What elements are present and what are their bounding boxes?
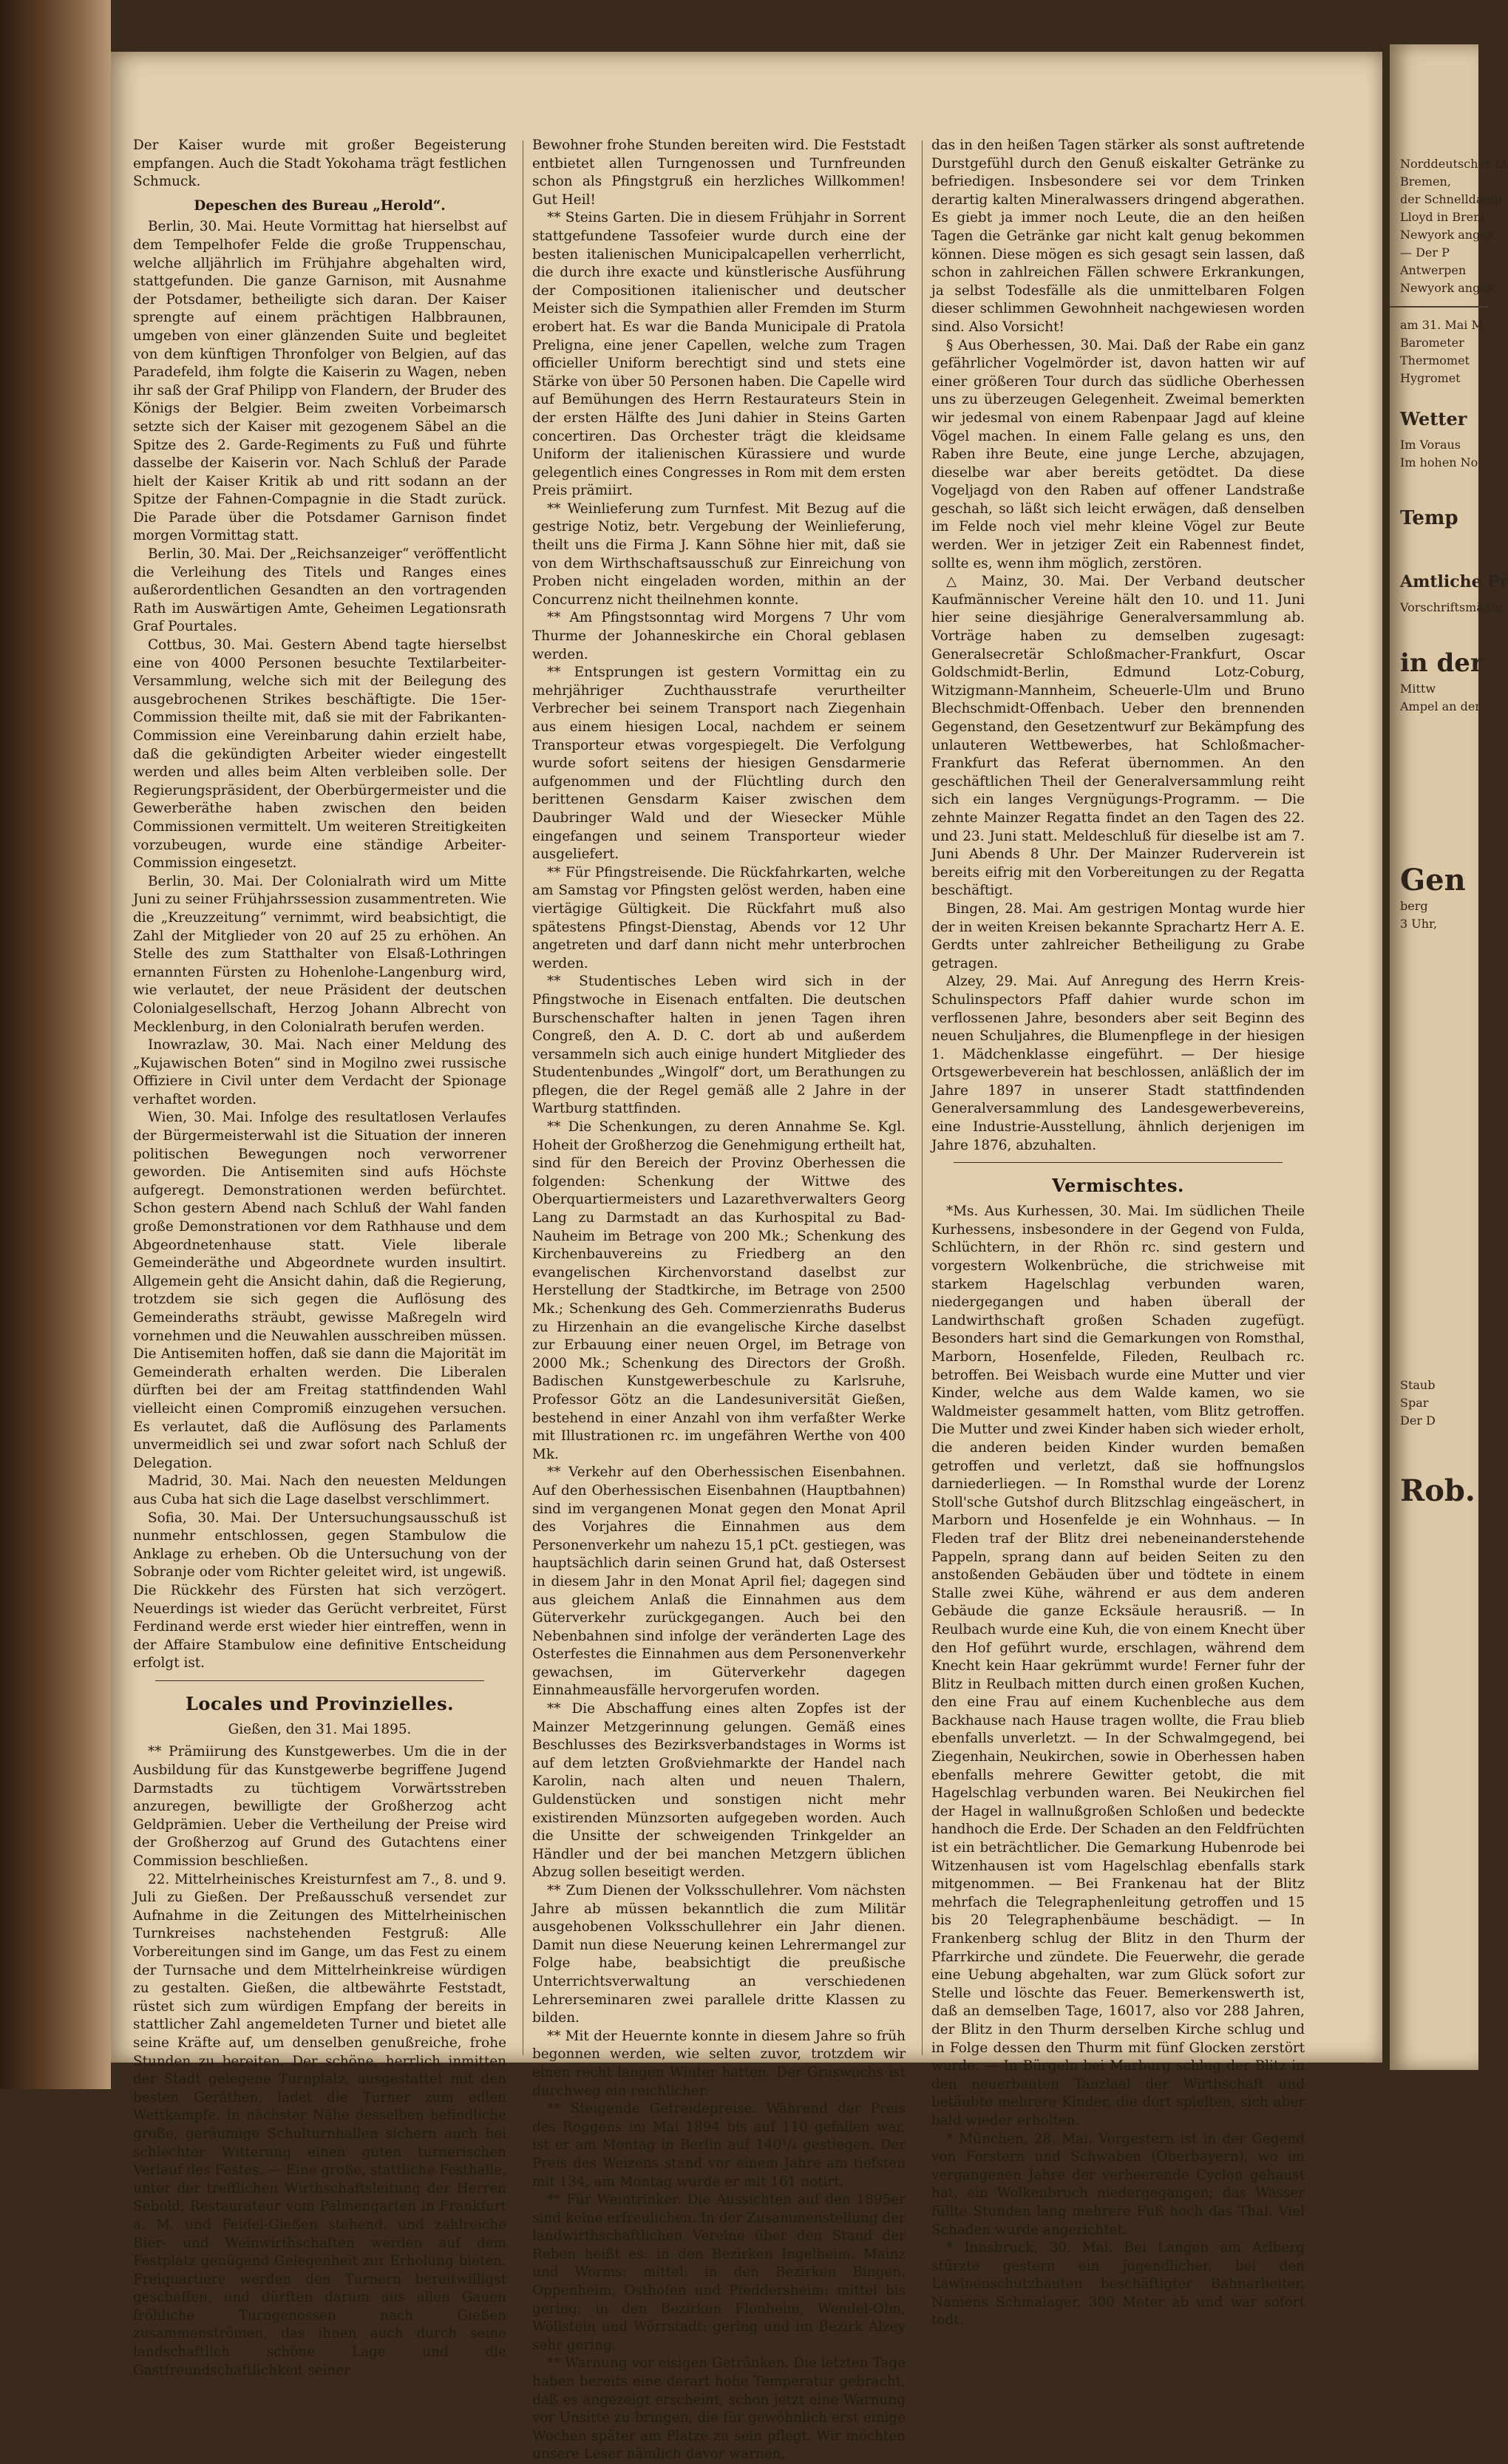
edge-text: berg — [1400, 899, 1428, 913]
edge-text: der Schnelldamp — [1400, 192, 1502, 206]
article-text: ** Steins Garten. Die in diesem Frühjahr in Sorrent stattgefundene Tassofeier wurde durch eine der besten italienischen Municipalcapellen verherrlicht, die durch ihre exacte und künstlerische Ausführung der Compositionen italienischer und deutscher Meister sich die Sympathien aller Fremden im Sturm erobert hat. Es war die Banda Municipale di Pratola Preligna, eine jener Capellen, welche zum Tragen officieller Uniform berechtigt sind und stets eine Stärke von über 50 Personen haben. Die Capelle wird auf Bemühungen des Herrn Restaurateurs Stein in der ersten Hälfte des Juni dahier in Steins Garten concertiren. Das Orchester trägt die kleidsame Uniform der italienischen Kürassiere und wurde gelegentlich eines Congresses in Rom mit dem ersten Preis prämiirt. — [532, 210, 906, 499]
article-text: ** Entsprungen ist gestern Vormittag ein zu mehrjähriger Zuchthausstrafe verurtheilter Verbrecher bei seinem Transport nach Ziegenhain aus einem hiesigen Local, nachdem er seinem Transporteur etwas vorgespiegelt. Die Verfolgung wurde sofort seitens der hiesigen Gensdarmerie aufgenommen und der Flüchtling durch den berittenen Gensdarm Kaiser zwischen dem Daubringer Wald und der Wiesecker Mühle eingefangen und seinem Transporteur wieder ausgeliefert. — [532, 665, 906, 863]
dateline: Gießen, den 31. Mai 1895. — [228, 1721, 412, 1737]
newspaper-page — [111, 52, 1382, 2463]
article-text: Wien, 30. Mai. Infolge des resultatlosen Verlaufes der Bürgermeisterwahl ist die Situation der inneren politischen Bewegungen noch verworrener geworden. Die Antisemiten sind aufs Höchste aufgeregt. Demonstrationen werden befürchtet. Schon gestern Abend nach Schluß der Wahl fanden große Demonstrationen vor dem Rathhause und dem Abgeordnetenhause statt. Viele liberale Gemeinderäthe und Abgeordnete wurden insultirt. Allgemein geht die Ansicht dahin, daß die Regierung, trotzdem sie sich gegen die Auflösung des Gemeinderaths sträubt, gewisse Maßregeln wird vornehmen und die Neuwahlen ausschreiben müssen. Die Antisemiten hoffen, daß sie dann die Majorität im Gemeinderath erhalten werden. Die Liberalen dürften bei der am Freitag stattfindenden Wahl vielleicht einen Compromiß einzugehen versuchen. Es verlautet, daß die Auflösung des Parlaments unvermeidlich sei und zwar sofort nach Schluß der Delegation. — [133, 1110, 506, 1471]
article-text: ** Weinlieferung zum Turnfest. Mit Bezug auf die gestrige Notiz, betr. Vergebung der Weinlieferung, theilt uns die Firma J. Kann Söhne hier mit, daß sie von dem Wirthschaftsausschuß zur Einreichung von Proben nicht eingeladen worden, mithin an der Concurrenz nicht theilnehmen konnte. — [532, 500, 906, 608]
article-text: Berlin, 30. Mai. Der Colonialrath wird um Mitte Juni zu seiner Frühjahrssession zusammentreten. Wie die „Kreuzzeitung“ vernimmt, wird beabsichtigt, die Zahl der Mitglieder von 20 auf 25 zu erhöhen. An Stelle des zum Statthalter von Elsaß-Lothringen ernannten Fürsten zu Hohenlohe-Langenburg wird, wie verlautet, der neue Präsident der deutschen Colonialgesellschaft, Herzog Johann Albrecht von Mecklenburg, in den Colonialrath berufen werden. — [133, 873, 506, 1035]
edge-heading: Temp — [1400, 507, 1458, 529]
dispatch-heading: Depeschen des Bureau „Herold“. — [194, 197, 446, 214]
article-text: Cottbus, 30. Mai. Gestern Abend tagte hierselbst eine von 4000 Personen besuchte Textilarbeiter-Versammlung, welche sich mit der Beilegung des ausgebrochenen Strikes beschäftigte. Die 15er-Commission theilte mit, daß sie mit der Fabrikanten-Commission eine Vereinbarung dahin erzielt habe, daß die gekündigten Arbeiter wieder eingestellt werden und alles beim Alten verbleiben solle. Der Regierungspräsident, der Oberbürgermeister und die Gewerberäthe haben zwischen den beiden Commissionen vermittelt. Um weiteren Streitigkeiten vorzubeugen, wurde eine ständige Arbeiter-Commission eingesetzt. — [133, 637, 506, 872]
edge-text: 3 Uhr, — [1400, 917, 1438, 931]
edge-text: Im hohen No — [1400, 455, 1478, 469]
article-text: 22. Mittelrheinisches Kreisturnfest am 7., 8. und 9. Juli zu Gießen. Der Preßausschuß versendet zur Aufnahme in die Zeitungen des Mittelrheinischen Turnkreises nachstehenden Festgruß: Alle Vorbereitungen sind im Gange, um das Fest zu einem der Turnsache und dem Mittelrheinkreise würdigen zu gestalten. Gießen, die altbewährte Feststadt, rüstet sich zum würdigen Empfang der bereits in stattlicher Zahl angemeldeten Turner und bietet alle seine Kräfte auf, um denselben genußreiche, frohe Stunden zu bereiten. Der schöne, herrlich inmitten der Stadt gelegene Turnplatz, ausgestattet mit den besten Geräthen, ladet die Turner zum edlen Wettkampfe. In nächster Nähe desselben befindliche große, geräumige Schulturnhallen sichern auch bei schlechter Witterung einen guten turnerischen Verlauf des Festes. — Eine große, stattliche Festhalle, unter der trefflichen Wirthschaftsleitung der Herren Sebold, Restaurateur vom Palmengarten in Frankfurt a. M. und Feidel-Gießen stehend, und zahlreiche Bier- und Weinwirthschaften werden auf dem Festplatz genügend Gelegenheit zur Erholung bieten. Freiquartiere werden den Turnern bereitwilligst geschaffen, und dürften darum aus allen Gauen fröhliche Turngenossen nach Gießen zusammenströmen, das ihnen auch durch seine landschaftlich schöne Lage und die Gastfreundschaftlichkeit seiner — [133, 1871, 506, 2378]
article-text: Berlin, 30. Mai. Heute Vormittag hat hierselbst auf dem Tempelhofer Felde die große Truppenschau, welche alljährlich im Frühjahre abgehalten wird, stattgefunden. Die ganze Garnison, mit Ausnahme der Potsdamer, betheiligte sich daran. Der Kaiser sprengte auf einem prächtigen Halbbraunen, umgeben von einer glänzenden Suite und begleitet von dem künftigen Thronfolger von Belgien, auf das Paradefeld, ihm folgte die Kaiserin zu Wagen, neben ihr saß der Graf Philipp von Flandern, der Bruder des Königs der Belgier. Beim zweiten Vorbeimarsch setzte sich der Kaiser mit gezogenem Säbel an die Spitze des 2. Garde-Regiments zu Fuß und führte dasselbe der Kaiserin vor. Nach Schluß der Parade hielt der Kaiser Kritik ab und ritt sodann an der Spitze der Fahnen-Compagnie in die Stadt zurück. Die Parade über die Potsdamer Garnison findet morgen Vormittag statt. — [133, 219, 506, 544]
edge-text: Newyork angek — [1400, 228, 1495, 242]
article-text: *Ms. Aus Kurhessen, 30. Mai. Im südlichen Theile Kurhessens, insbesondere in der Gegend von Fulda, Schlüchtern, in der Rhön rc. sind gestern und vorgestern Wolkenbrüche, die strichweise mit starkem Hagelschlag verbunden waren, niedergegangen und haben überall der Landwirthschaft großen Schaden zugefügt. Besonders hart sind die Gemarkungen von Romsthal, Marborn, Hosenfelde, Fileden, Reulbach rc. betroffen. Bei Weisbach wurde eine Mutter und vier Kinder, welche aus dem Walde kamen, wo sie Waldmeister gesammelt hatten, vom Blitz getroffen. Die Mutter und zwei Kinder haben sich wieder erholt, die anderen beiden Kinder wurden bemaßen getroffen und verletzt, daß sie hoffnungslos darniederliegen. — In Romsthal wurde der Lorenz Stoll'sche Gutshof durch Blitzschlag eingeäschert, in Marborn und Hosenfelde je ein Wohnhaus. — In Fleden traf der Blitz drei nebeneinanderstehende Pappeln, sprang dann auf beiden Seiten zu den anstoßenden Gebäuden über und tödtete in einem Stalle zwei Kühe, während er aus dem anderen Gebäude die ganze Ecksäule herausriß. — In Reulbach wurde eine Kuh, die von einem Knecht über den Hof geführt wurde, erschlagen, während dem Knecht kein Haar gekrümmt wurde! Ferner fuhr der Blitz in Reulbach mitten durch einen großen Kuchen, den eine Frau auf einem Kuchenbleche aus dem Backhause nach Hause tragen wollte, die Frau blieb ebenfalls unverletzt. — In der Schwalmgegend, bei Ziegenhain, Neukirchen, sowie in Oberhessen haben ebenfalls mehrere Gewitter getobt, die mit Hagelschlag verbunden waren. Bei Neukirchen fiel der Hagel in wallnußgroßen Schloßen und bedeckte handhoch die Erde. Der Schaden an den Feldfrüchten ist ein beträchtlicher. Die Gemarkung Hubenrode bei Witzenhausen ist vom Hagelschlag ebenfalls stark mitgenommen. — Bei Frankenau hat der Blitz mehrfach die Telegraphenleitung getroffen und 15 bis 20 Telegraphenbäume beschädigt. — In Frankenberg schlug der Blitz in den Thurm der Pfarrkirche und zündete. Die Feuerwehr, die gerade eine Uebung abgehalten, war zum Glück sofort zur Stelle und löschte das Feuer. Bemerkenswerth ist, daß an demselben Tage, 16017, also vor 288 Jahren, der Blitz in den Thurm derselben Kirche schlug und in Folge dessen den Thurm mit fünf Glocken zerstört wurde. — In Bürgeln bei Marburg schlug der Blitz in den neuerbauten Tanzlaal der Wirthschaft und betäubte mehrere Kinder, die dort spielten, sich aber bald wieder erholten. — [931, 1204, 1305, 2128]
article-text: ** Zum Dienen der Volksschullehrer. Vom nächsten Jahre ab müssen bekanntlich die zum Militär ausgehobenen Volksschullehrer ein Jahr dienen. Damit nun diese Neuerung keinen Lehrermangel zur Folge habe, beabsichtigt die preußische Unterrichtsverwaltung an verschiedenen Lehrerseminaren zwei parallele dritte Klassen zu bilden. — [532, 1883, 906, 2026]
edge-text: Vorschriftsmäßig — [1400, 600, 1503, 614]
edge-heading: Gen — [1400, 863, 1466, 897]
article-text: ** Steigende Getreidepreise. Während der Preis des Roggens im Mai 1894 bis auf 110 gefallen war, ist er am Montag in Berlin auf 140¹/₄ gestiegen. Der Preis des Weizens stand vor einem Jahre am tiefsten mit 134, am Montag wurde er mit 161 notirt. — [532, 2101, 906, 2190]
section-rule — [155, 1680, 484, 1681]
article-text: Alzey, 29. Mai. Auf Anregung des Herrn Kreis-Schulinspectors Pfaff dahier wurde schon im verflossenen Jahre, besonders aber seit Beginn des neuen Schuljahres, die Blumenpflege in der hiesigen 1. Mädchenklasse eingeführt. — Der hiesige Ortsgewerbeverein hat beschlossen, anläßlich der im Jahre 1897 in unserer Stadt stattfindenden Generalversammlung des Landesgewerbevereins, eine Industrie-Ausstellung, ähnlich derjenigen im Jahre 1876, abzuhalten. — [931, 974, 1305, 1153]
edge-text: Ampel an der — [1400, 699, 1481, 713]
section-rule — [954, 1162, 1283, 1163]
article-text: Inowrazlaw, 30. Mai. Nach einer Meldung des „Kujawischen Boten“ sind in Mogilno zwei russische Offiziere in Civil unter dem Verdacht der Spionage verhaftet worden. — [133, 1037, 506, 1107]
article-text: Madrid, 30. Mai. Nach den neuesten Meldungen aus Cuba hat sich die Lage daselbst verschlimmert. — [133, 1473, 506, 1507]
article-text: ** Für Pfingstreisende. Die Rückfahrkarten, welche am Samstag vor Pfingsten gelöst werden, haben eine viertägige Gültigkeit. Die Rückfahrt muß also spätestens Pfingst-Dienstag, Abends vor 12 Uhr angetreten und darf dann nicht mehr unterbrochen werden. — [532, 864, 906, 971]
edge-text: am 31. Mai M — [1400, 318, 1484, 332]
edge-text: Mittw — [1400, 682, 1436, 696]
edge-heading: Wetter — [1400, 408, 1467, 430]
adjacent-page-edge — [1390, 44, 1508, 2070]
edge-heading: in der — [1400, 648, 1484, 678]
column-left — [133, 137, 506, 2378]
article-text: das in den heißen Tagen stärker als sonst auftretende Durstgefühl durch den Genuß eiskalter Getränke zu befriedigen. Insbesondere sei vor dem Trinken derartig kalten Mineralwassers dringend abgerathen. Es giebt ja immer noch Leute, die an den heißen Tagen die Getränke gar nicht kalt genug bekommen können. Diese mögen es sich gesagt sein lassen, daß schon in zahlreichen Fällen schwere Erkrankungen, ja selbst Todesfälle als die unmittelbaren Folgen dieser schlimmen Gewohnheit nachgewiesen worden sind. Also Vorsicht! — [931, 138, 1305, 335]
book-spine — [0, 0, 111, 2089]
edge-text: Staub — [1400, 1378, 1436, 1392]
article-text: Der Kaiser wurde mit großer Begeisterung empfangen. Auch die Stadt Yokohama trägt festlichen Schmuck. — [133, 138, 506, 190]
edge-heading: Rob. — [1400, 1473, 1475, 1508]
edge-text: Newyork angek — [1400, 281, 1495, 295]
edge-text: Lloyd in Brem — [1400, 210, 1485, 224]
edge-heading: Amtliche Pr — [1400, 572, 1508, 591]
section-title-local: Locales und Provinzielles. — [186, 1692, 454, 1714]
article-text: ** Verkehr auf den Oberhessischen Eisenbahnen. Auf den Oberhessischen Eisenbahnen (Hauptbahnen) sind im vergangenen Monat gegen den Monat April des Vorjahres die Einnahmen aus dem Personenverkehr um nahezu 15,1 pCt. gestiegen, was hauptsächlich darin seinen Grund hat, daß Ostersest in diesem Jahr in den Monat April fiel; dagegen sind aus gleichem Anlaß die Einnahmen aus dem Güterverkehr zurückgegangen. Auch bei den Nebenbahnen sind infolge der veränderten Lage des Osterfestes die Einnahmen aus dem Personenverkehr gewachsen, im Güterverkehr dagegen Einnahmeausfälle hervorgerufen worden. — [532, 1465, 906, 1699]
article-text: Sofia, 30. Mai. Der Untersuchungsausschuß ist nunmehr entschlossen, gegen Stambulow die Anklage zu erheben. Ob die Untersuchung von der Sobranje oder vom Richter geleitet wird, ist ungewiß. Die Rückkehr des Fürsten hat sich verzögert. Neuerdings ist wieder das Gerücht verbreitet, Fürst Ferdinand werde erst wieder hier eintreffen, wenn in der Affaire Stambulow eine definitive Entscheidung erfolgt ist. — [133, 1510, 506, 1671]
edge-text: Antwerpen — [1400, 263, 1467, 277]
edge-text: Spar — [1400, 1396, 1429, 1410]
column-middle — [532, 137, 906, 2463]
edge-text: Hygromet — [1400, 371, 1461, 385]
edge-text: Thermomet — [1400, 353, 1470, 367]
edge-rule — [1390, 306, 1489, 308]
article-text: ** Prämiirung des Kunstgewerbes. Um die in der Ausbildung für das Kunstgewerbe begriffene Jugend Darmstadts zu tüchtigem Vorwärtsstreben anzuregen, bewilligte der Großherzog acht Geldprämien. Ueber die Vertheilung der Preise wird der Großherzog auf Grund des Gutachtens einer Commission beschließen. — [133, 1744, 506, 1870]
article-text: * Innsbruck, 30. Mai. Bei Langen am Arlberg stürzte gestern ein jugendlicher, bei den Lawinenschutzbauten beschäftigter Bahnarbeiter, Namens Schmalager, 300 Meter ab und war sofort todt. — [931, 2240, 1305, 2329]
article-text: § Aus Oberhessen, 30. Mai. Daß der Rabe ein ganz gefährlicher Vogelmörder ist, davon hatten wir auf einer größeren Tour durch das südliche Oberhessen uns zu überzeugen Gelegenheit. Zweimal bemerkten wir jedesmal von einem Rabenpaar Jagd auf kleine Vögel machen. In einem Falle gelang es uns, den Raben ihre Beute, eine junge Lerche, abzujagen, dieselbe war aber bereits getödtet. Da diese Vogeljagd von den Raben auf offener Landstraße geschah, so läßt sich leicht erwägen, daß denselben im Felde noch viel mehr kleine Vögel zur Beute werden. Wer in jetziger Zeit ein Rabennest findet, sollte es, wenn ihm möglich, zerstören. — [931, 337, 1305, 571]
edge-text: — Der P — [1400, 245, 1450, 259]
article-text: Berlin, 30. Mai. Der „Reichsanzeiger“ veröffentlicht die Verleihung des Titels und Ranges eines außerordentlichen Gesandten an den vortragenden Rath im Auswärtigen Amte, Geheimen Legationsrath Graf Pourtales. — [133, 546, 506, 635]
column-divider — [922, 140, 923, 2055]
article-text: * München, 28. Mai. Vorgestern ist in der Gegend von Forstern und Schwaben (Oberbayern), wo im vergangenen Jahre der verheerende Cyclon gehaust hat, ein Wolkenbruch niedergegangen; das Wasser füllte Stunden lang mehrere Fuß hoch das Thal. Viel Schaden wurde angerichtet. — [931, 2131, 1305, 2238]
article-text: Bingen, 28. Mai. Am gestrigen Montag wurde hier der in weiten Kreisen bekannte Sprachartz Herr A. E. Gerdts unter zahlreicher Betheiligung zu Grabe getragen. — [931, 900, 1305, 971]
article-text: ** Warnung vor eisigen Getränken. Die letzten Tage haben bereits eine derart hohe Temperatur gebracht, daß es angezeigt erscheint, schon jetzt eine Warnung vor Unsitte zu bringen, die für gewöhnlich erst einige Wochen später am Platze zu sein pflegt. Wir möchten unsere Leser nämlich davor warnen, — [532, 2355, 906, 2463]
edge-text: Norddeutscher Ll — [1400, 157, 1507, 171]
article-text: ** Die Abschaffung eines alten Zopfes ist der Mainzer Metzgerinnung gelungen. Gemäß eines Beschlusses des Bezirksverbandstages in Worms ist auf dem letzten Großviehmarkte der Handel nach Karolin, nach alten und neuen Thalern, Guldenstücken und sonstigen nicht mehr existirenden Münzsorten aufgegeben worden. Auch die Unsitte der schweigenden Trinkgelder an Händler und der bei manchen Metzgern üblichen Abzug sollen beseitigt werden. — [532, 1701, 906, 1881]
edge-text: Barometer — [1400, 336, 1464, 350]
article-text: ** Mit der Heuernte konnte in diesem Jahre so früh begonnen werden, wie selten zuvor, trotzdem wir einen recht langen Winter hatten. Der Graswuchs ist durchweg ein reichlicher. — [532, 2028, 906, 2099]
column-right — [931, 137, 1305, 2329]
edge-text: Im Voraus — [1400, 438, 1461, 452]
article-text: △ Mainz, 30. Mai. Der Verband deutscher Kaufmännischer Vereine hält den 10. und 11. Juni hier seine diesjährige Generalversammlung ab. Vorträge haben zu demselben zugesagt: Generalsecretär Schloßmacher-Frankfurt, Oscar Goldschmidt-Berlin, Edmund Lotz-Coburg, Witzigmann-Mannheim, Scheuerle-Ulm und Bruno Blechschmidt-Offenbach. Ueber den brennenden Gegenstand, den Gesetzentwurf zur Bekämpfung des unlauteren Wettbewerbes, hat Schloßmacher-Frankfurt das Referat übernommen. An den geschäftlichen Theil der Generalversammlung reiht sich ein langes Vergnügungs-Programm. — Die zehnte Mainzer Regatta findet an den Tagen des 22. und 23. Juni statt. Meldeschluß für dieselbe ist am 7. Juni Abends 8 Uhr. Der Mainzer Ruderverein ist bereits eifrig mit den Vorbereitungen zu der Regatta beschäftigt. — [931, 574, 1305, 899]
article-text: ** Studentisches Leben wird sich in der Pfingstwoche in Eisenach entfalten. Die deutschen Burschenschafter halten in jenen Tagen ihren Congreß, den A. D. C. dort ab und außerdem versammeln sich auch einige hundert Mitglieder des Studentenbundes „Wingolf“ dort, um Berathungen zu pflegen, die der Regel gemäß alle 2 Jahre in der Wartburg stattfinden. — [532, 974, 906, 1117]
edge-text: Bremen, — [1400, 174, 1451, 189]
article-text: ** Die Schenkungen, zu deren Annahme Se. Kgl. Hoheit der Großherzog die Genehmigung ertheilt hat, sind für den Bereich der Provinz Oberhessen die folgenden: Schenkung der Wittwe des Oberquartiermeisters und Lazarethverwalters Georg Lang zu Darmstadt an das Kurhospital zu Bad-Nauheim im Betrage von 200 Mk.; Schenkung des Kirchenbauvereins zu Friedberg an den evangelischen Kirchenvorstand daselbst zur Herstellung der Stadtkirche, im Betrage von 2500 Mk.; Schenkung des Geh. Commerzienraths Buderus zu Hirzenhain an die evangelische Kirche daselbst zur Erbauung einer neuen Orgel, im Betrage von 2000 Mk.; Schenkung des Directors der Großh. Badischen Kunstgewerbeschule zu Karlsruhe, Professor Götz an die Landesuniversität Gießen, bestehend in einer Anzahl von ihm verfaßter Werke mit Illustrationen rc. im ungefähren Werthe von 400 Mk. — [532, 1119, 906, 1462]
section-title-misc: Vermischtes. — [1052, 1175, 1184, 1197]
article-text: ** Für Weintrinker. Die Aussichten auf den 1895er sind keine erfreulichen. In der Zusammenstellung der landwirthschaftlichen Vereine über den Stand der Reben heißt es: in den Bezirken Ingelheim, Mainz und Worms: mittel; in den Bezirken Bingen, Oppenheim, Osthofen und Pfeddersheim: mittel bis gering; in den Bezirken Flonheim, Wendel-Olm, Wöllstein und Wörrstadt: gering und im Bezirk Alzey sehr gering. — [532, 2192, 906, 2353]
article-text: ** Am Pfingstsonntag wird Morgens 7 Uhr vom Thurme der Johanneskirche ein Choral geblasen werden. — [532, 610, 906, 662]
article-text: Bewohner frohe Stunden bereiten wird. Die Feststadt entbietet allen Turngenossen und Turnfreunden schon als Pfingstgruß ein herzliches Willkommen! Gut Heil! — [532, 138, 906, 208]
edge-text: Der D — [1400, 1413, 1436, 1428]
